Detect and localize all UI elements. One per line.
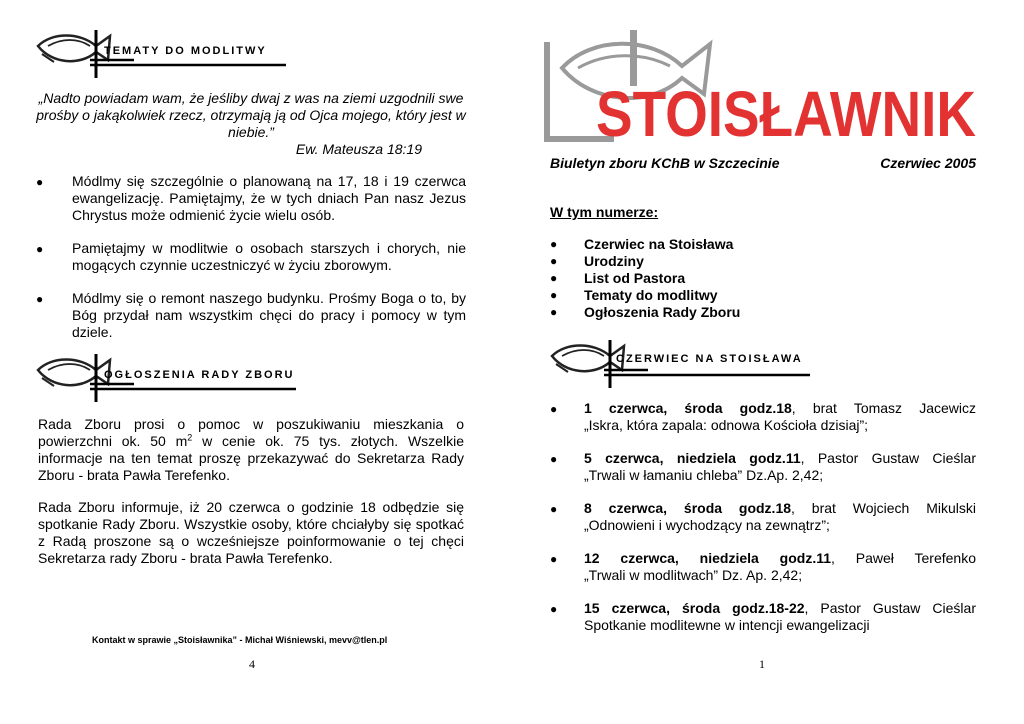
toc-title: W tym numerze:	[550, 204, 659, 220]
list-item: ● Czerwiec na Stoisława	[550, 236, 734, 252]
bullet-icon: ●	[550, 305, 558, 319]
quote-reference: Ew. Mateusza 18:19	[295, 141, 422, 157]
bullet-icon: ●	[550, 552, 558, 566]
section-header-council	[34, 354, 304, 404]
bible-quote	[36, 90, 466, 158]
right-page	[512, 0, 1024, 724]
bullet-icon: ●	[36, 242, 44, 256]
events-list	[550, 400, 976, 650]
logo-wordmark: STOISŁAWNIK	[596, 78, 976, 150]
bullet-icon: ●	[36, 175, 44, 189]
section-header-prayer	[34, 30, 294, 80]
contact-line: Kontakt w sprawie „Stoisławnika” - Michał Wiśniewski, mevv@tlen.pl	[92, 635, 388, 645]
list-item: ● 12 czerwca, niedziela godz.11, Paweł Terefenko „Trwali w modlitwach” Dz. Ap. 2,42;	[550, 550, 976, 583]
bullet-icon: ●	[550, 237, 558, 251]
bulletin-date: Czerwiec 2005	[880, 155, 976, 171]
list-item: ● Ogłoszenia Rady Zboru	[550, 304, 741, 320]
bullet-icon: ●	[550, 452, 558, 466]
bulletin-title: Biuletyn zboru KChB w Szczecinie	[550, 155, 780, 171]
bulletin-info	[550, 155, 976, 171]
list-item: ● 1 czerwca, środa godz.18, brat Tomasz Jacewicz „Iskra, która zapala: odnowa Kościoła dzisiaj”;	[550, 400, 976, 433]
bullet-icon: ●	[36, 292, 44, 306]
list-item: ● Tematy do modlitwy	[550, 287, 718, 303]
list-item: ● Módlmy się o remont naszego budynku. Prośmy Boga o to, by Bóg przydał nam wszystkim chęci do pracy i pomocy w tym dziele.	[36, 290, 466, 340]
section-title-council: OGŁOSZENIA RADY ZBORU	[104, 369, 295, 381]
list-item: ● 15 czerwca, środa godz.18-22, Pastor Gustaw Cieślar Spotkanie modlitewne w intencji ewangelizacji	[550, 600, 976, 633]
bullet-icon: ●	[550, 271, 558, 285]
list-item: ● Urodziny	[550, 253, 644, 269]
quote-text: „Nadto powiadam wam, że jeśliby dwaj z was na ziemi uzgodnili swe prośby o jakąkolwiek rzecz, otrzymają ją od Ojca mojego, który jest w niebie.”	[36, 90, 466, 140]
list-item: ● 5 czerwca, niedziela godz.11, Pastor Gustaw Cieślar „Trwali w łamaniu chleba” Dz.Ap. 2,42;	[550, 450, 976, 483]
section-header-june	[548, 340, 818, 390]
list-item: ● Módlmy się szczególnie o planowaną na 17, 18 i 19 czerwca ewangelizację. Pamiętajmy, że w tych dniach Pan nasz Jezus Chrystus może odmienić życie wielu osób.	[36, 173, 466, 223]
page-number: 1	[759, 657, 765, 671]
bullet-icon: ●	[550, 602, 558, 616]
prayer-list	[36, 173, 466, 341]
list-item: ● List od Pastora	[550, 270, 686, 286]
bullet-icon: ●	[550, 288, 558, 302]
bullet-icon: ●	[550, 402, 558, 416]
toc-list	[550, 236, 980, 321]
page-number: 4	[249, 657, 255, 671]
list-item: ● 8 czerwca, środa godz.18, brat Wojciech Mikulski „Odnowieni i wychodzący na zewnątrz”;	[550, 500, 976, 533]
council-paragraph-1: Rada Zboru prosi o pomoc w poszukiwaniu mieszkania o powierzchni ok. 50 $m^2$ w cenie ok. 75 tys. złotych. Wszelkie informacje na ten temat proszę przekazywać do Sekretarza Rady Zboru - brata Pawła Terefenko.	[38, 416, 464, 483]
section-title-prayer: TEMATY DO MODLITWY	[104, 45, 267, 57]
section-title-june: CZERWIEC NA STOISŁAWA	[616, 353, 803, 365]
bullet-icon: ●	[550, 502, 558, 516]
masthead-logo	[542, 28, 982, 150]
council-paragraph-2: Rada Zboru informuje, iż 20 czerwca o godzinie 18 odbędzie się spotkanie Rady Zboru. Wszystkie osoby, które chciałyby się spotkać z Radą proszone są o wcześniejsze poinformowanie o tej chęci Sekretarza rady Zboru - brata Pawła Terefenko.	[38, 499, 464, 566]
fish-cross-icon	[548, 340, 818, 390]
bullet-icon: ●	[550, 254, 558, 268]
list-item: ● Pamiętajmy w modlitwie o osobach starszych i chorych, nie mogących czynnie uczestniczyć w życiu zborowym.	[36, 240, 466, 273]
